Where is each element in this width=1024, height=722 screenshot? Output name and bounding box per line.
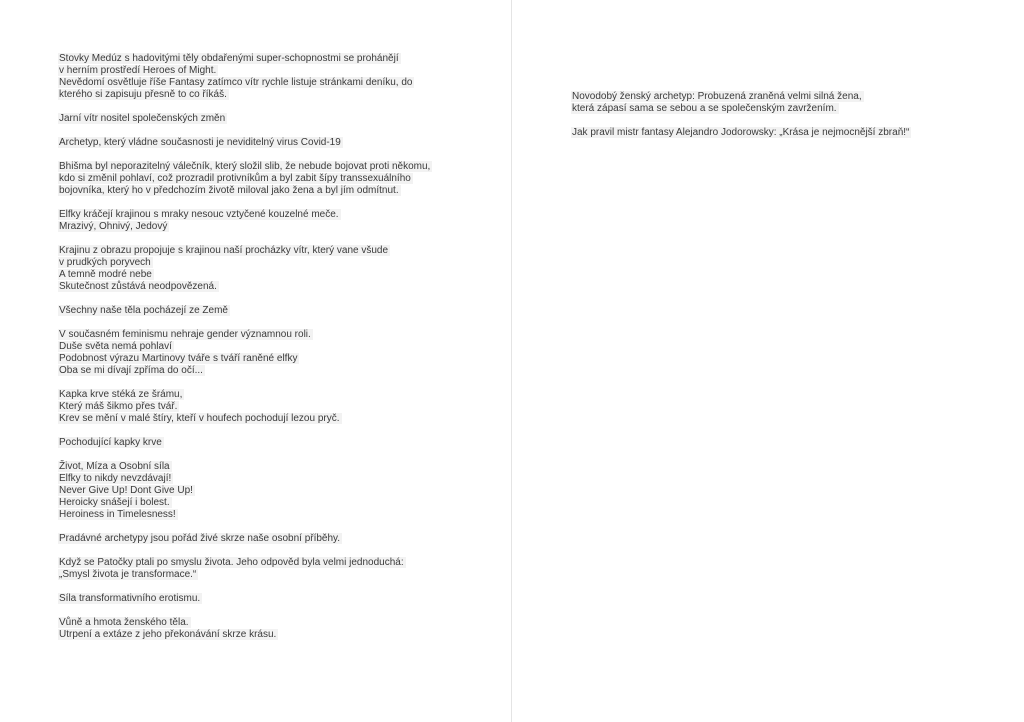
- text-line: Když se Patočky ptali po smyslu života. Jeho odpověd byla velmi jednoduchá:: [59, 557, 404, 568]
- text-line: Bhišma byl neporazitelný válečník, který složil slib, že nebude bojovat proti někomu,: [59, 161, 431, 172]
- text-line: A temně modré nebe: [59, 269, 152, 280]
- paragraph: [58, 389, 481, 425]
- paragraph: [571, 91, 1004, 115]
- text-line: Krajinu z obrazu propojuje s krajinou naší procházky vítr, který vane všude: [59, 245, 389, 256]
- text-line: Vůně a hmota ženského těla.: [59, 617, 189, 628]
- paragraph: [58, 161, 481, 197]
- text-line: Utrpení a extáze z jeho překonávání skrze krásu.: [59, 629, 277, 640]
- text-line: Všechny naše těla pocházejí ze Země: [59, 305, 228, 316]
- text-line: V současném feminismu nehraje gender významnou roli.: [59, 329, 311, 340]
- text-line: Elfky to nikdy nevzdávají!: [59, 473, 172, 484]
- text-line: kterého si zapisuju přesně to co říkáš.: [59, 89, 227, 100]
- paragraph: [58, 533, 481, 545]
- text-line: Nevědomí osvětluje říše Fantasy zatímco vítr rychle listuje stránkami deníku, do: [59, 77, 413, 88]
- text-line: v prudkých poryvech: [59, 257, 151, 268]
- paragraph: [58, 617, 481, 641]
- text-line: Jak pravil mistr fantasy Alejandro Jodorowsky: „Krása je nejmocnější zbraň!“: [572, 127, 910, 138]
- text-line: Jarní vítr nositel společenských změn: [59, 113, 226, 124]
- paragraph: [58, 305, 481, 317]
- text-line: Mrazivý, Ohnivý, Jedový: [59, 221, 168, 232]
- text-line: Skutečnost zůstává neodpovězená.: [59, 281, 217, 292]
- paragraph: [58, 461, 481, 521]
- text-line: Heroicky snášejí i bolest.: [59, 497, 170, 508]
- text-line: v herním prostředí Heroes of Might.: [59, 65, 217, 76]
- text-line: Pochodující kapky krve: [59, 437, 162, 448]
- text-line: Heroiness in Timelesness!: [59, 509, 176, 520]
- text-line: Elfky kráčejí krajinou s mraky nesouc vztyčené kouzelné meče.: [59, 209, 339, 220]
- paragraph: [58, 593, 481, 605]
- paragraph: [58, 245, 481, 293]
- document-page-2: [512, 0, 1024, 722]
- paragraph: [58, 329, 481, 377]
- text-line: bojovníka, který ho v předchozím životě miloval jako žena a byl jím odmítnut.: [59, 185, 399, 196]
- paragraph: [58, 53, 481, 101]
- text-line: Novodobý ženský archetyp: Probuzená zraněná velmi silná žena,: [572, 91, 862, 102]
- text-line: Krev se mění v malé štíry, kteří v houfech pochodují lezou pryč.: [59, 413, 340, 424]
- paragraph: [58, 137, 481, 149]
- text-line: Život, Míza a Osobní síla: [59, 461, 170, 472]
- paragraph: [58, 209, 481, 233]
- text-line: „Smysl života je transformace.“: [59, 569, 197, 580]
- text-line: kdo si změnil pohlaví, což prozradil protivníkům a byl zabit šípy transsexuálního: [59, 173, 411, 184]
- text-line: Který máš šikmo přes tvář.: [59, 401, 178, 412]
- paragraph: [58, 557, 481, 581]
- text-line: Stovky Medúz s hadovitými těly obdařenými super-schopnostmi se prohánějí: [59, 53, 399, 64]
- text-line: Archetyp, který vládne současnosti je neviditelný virus Covid-19: [59, 137, 341, 148]
- paragraph: [58, 113, 481, 125]
- paragraph: [58, 437, 481, 449]
- text-line: Síla transformativního erotismu.: [59, 593, 201, 604]
- paragraph: [571, 127, 1004, 139]
- document-page-1: [0, 0, 511, 722]
- text-line: Podobnost výrazu Martinovy tváře s tváří raněné elfky: [59, 353, 298, 364]
- text-line: Kapka krve stéká ze šrámu,: [59, 389, 183, 400]
- text-line: Never Give Up! Dont Give Up!: [59, 485, 193, 496]
- text-line: Duše světa nemá pohlaví: [59, 341, 172, 352]
- text-line: která zápasí sama se sebou a se společenským zavržením.: [572, 103, 837, 114]
- text-line: Pradávné archetypy jsou pořád živé skrze naše osobní příběhy.: [59, 533, 341, 544]
- text-line: Oba se mi dívají zpříma do očí...: [59, 365, 203, 376]
